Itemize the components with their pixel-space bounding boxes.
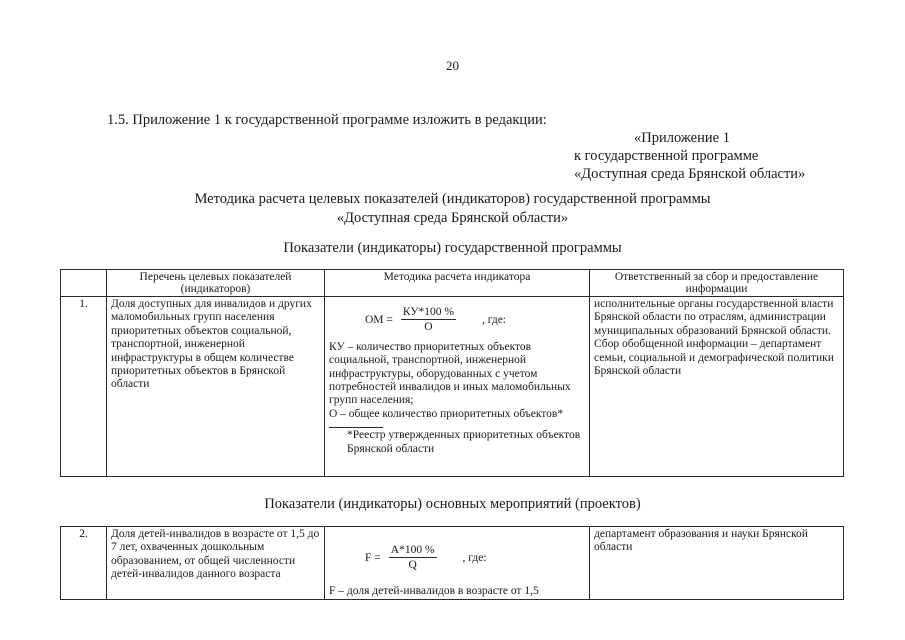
header-method: Методика расчета индикатора <box>325 270 590 297</box>
document-title <box>0 190 905 228</box>
responsible-party: исполнительные органы государственной власти Брянской области по отраслям, администрации муниципальных образований Брянской области. Сбор обобщенной информации – департамент семьи, социальной и демографической политики Брянской области <box>590 297 844 477</box>
formula-fraction <box>401 306 456 335</box>
formula-fraction <box>389 544 437 573</box>
intro-paragraph: 1.5. Приложение 1 к государственной программе изложить в редакции: <box>107 112 547 128</box>
calculation-method <box>325 527 590 600</box>
formula-numerator: A*100 % <box>389 544 437 558</box>
table-row <box>61 297 844 477</box>
method-definition-o: О – общее количество приоритетных объектов* <box>329 407 564 420</box>
header-responsible: Ответственный за сбор и предоставление информации <box>590 270 844 297</box>
formula-lhs: ОМ = <box>365 313 393 326</box>
activities-table <box>60 526 844 600</box>
table-row <box>61 527 844 600</box>
formula <box>365 306 585 335</box>
indicators-table <box>60 269 844 477</box>
document-title-line-1: Методика расчета целевых показателей (индикаторов) государственной программы <box>194 191 711 207</box>
header-num <box>61 270 107 297</box>
row-number: 2. <box>61 527 107 600</box>
row-number: 1. <box>61 297 107 477</box>
footnote: *Реестр утвержденных приоритетных объектов Брянской области <box>347 429 581 455</box>
table-header-row <box>61 270 844 297</box>
page-number: 20 <box>446 58 459 73</box>
formula-numerator: КУ*100 % <box>401 306 456 320</box>
method-definition-f: F – доля детей-инвалидов в возрасте от 1,5 <box>329 584 539 597</box>
responsible-party: департамент образования и науки Брянской области <box>590 527 844 600</box>
formula <box>365 544 585 573</box>
formula-suffix: , где: <box>481 313 506 326</box>
indicator-name: Доля детей-инвалидов в возрасте от 1,5 до 7 лет, охваченных дошкольным образованием, от общей численности детей-инвалидов данного возраста <box>107 527 325 600</box>
calculation-method <box>325 297 590 477</box>
method-definition-ku: КУ – количество приоритетных объектов социальной, транспортной, инженерной инфраструктуры, оборудованных с учетом потребностей инвалидов и иных маломобильных групп населения; <box>329 340 571 407</box>
section-title-program-indicators: Показатели (индикаторы) государственной программы <box>283 240 622 256</box>
indicator-name: Доля доступных для инвалидов и других маломобильных групп населения приоритетных объектов социальной, транспортной, инженерной инфраструктуры в общем количестве приоритетных объектов в Брянской области <box>107 297 325 477</box>
footnote-divider <box>329 427 383 428</box>
appendix-line-1: «Приложение 1 <box>634 130 730 146</box>
formula-denominator: Q <box>408 559 417 572</box>
appendix-line-2: к государственной программе <box>574 148 759 164</box>
appendix-header <box>560 129 824 183</box>
formula-lhs: F = <box>365 551 381 564</box>
section-title-activity-indicators: Показатели (индикаторы) основных мероприятий (проектов) <box>264 496 641 512</box>
formula-suffix: , где: <box>462 551 487 564</box>
appendix-line-3: «Доступная среда Брянской области» <box>574 166 806 182</box>
document-title-line-2: «Доступная среда Брянской области» <box>336 210 569 226</box>
formula-denominator: О <box>424 321 433 334</box>
header-indicators: Перечень целевых показателей (индикаторов) <box>107 270 325 297</box>
